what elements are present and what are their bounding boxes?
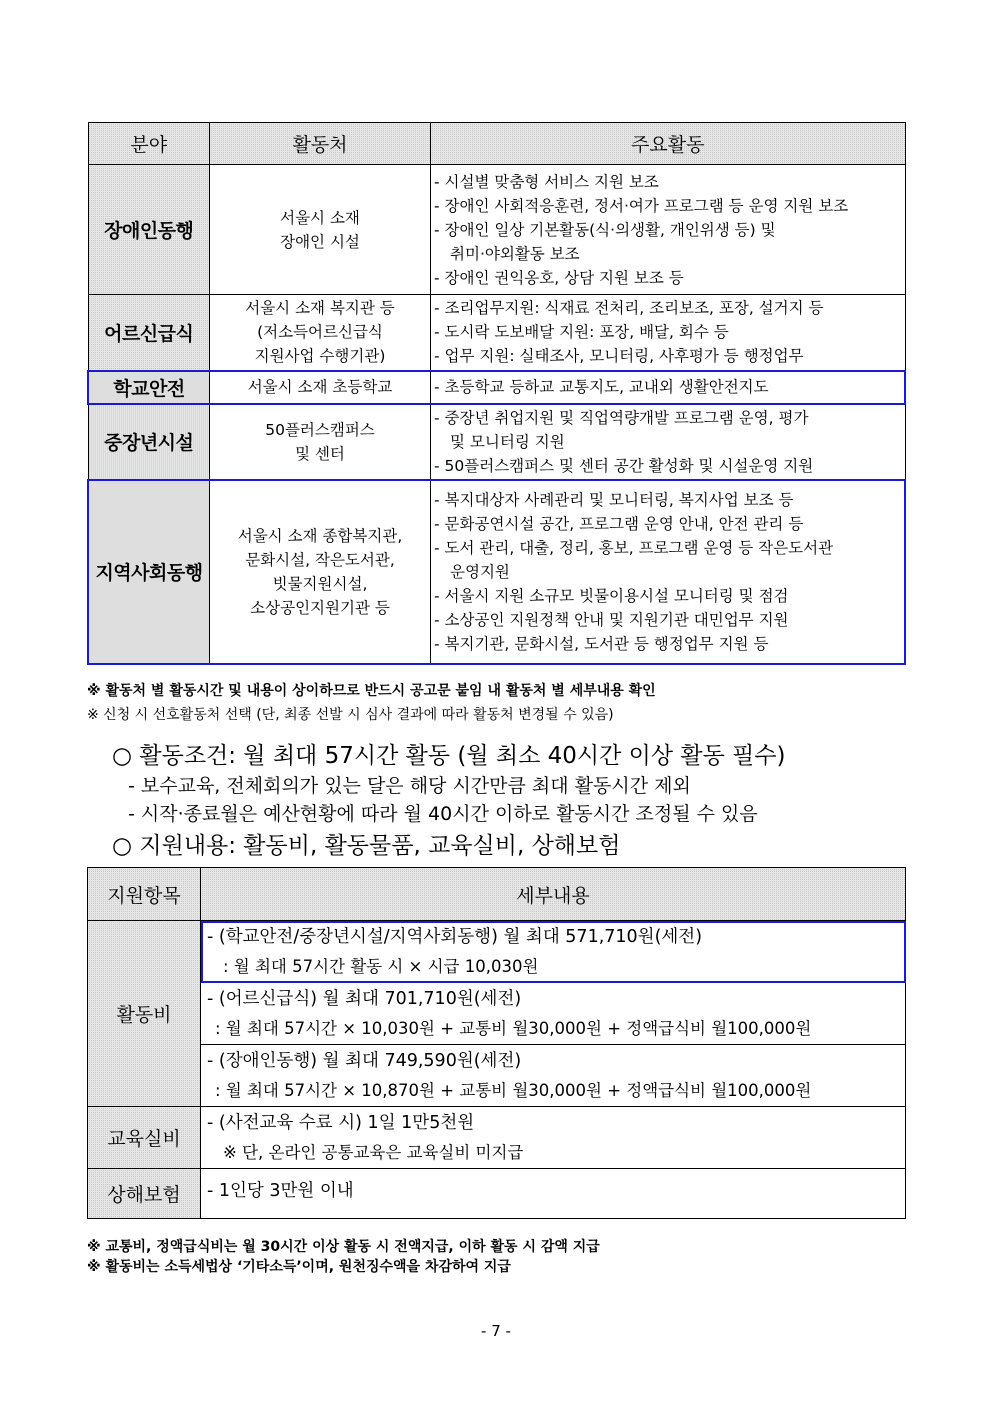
org-line: 소상공인지원기관 등: [250, 598, 390, 617]
table-row: [88, 921, 906, 983]
activities-cell: [431, 165, 906, 295]
org-line: 서울시 소재 종합복지관,: [237, 526, 403, 545]
organization-cell: [210, 295, 431, 371]
header-organization: 활동처: [210, 123, 431, 165]
header-category: 분야: [88, 123, 210, 165]
activities-cell: [431, 371, 906, 404]
note: ※ 신청 시 선호활동처 선택 (단, 최종 선발 시 심사 결과에 따라 활동처 변경될 수 있음): [87, 707, 614, 723]
org-line: (저소득어르신급식: [257, 323, 383, 342]
note-bold: ※ 활동비는 소득세법상 ‘기타소득’이며, 원천징수액을 차감하여 지급: [87, 1259, 511, 1275]
fee-sub: : 월 최대 57시간 × 10,030원 + 교통비 월30,000원 + 정액급식비 월100,000원: [215, 1018, 812, 1038]
activity-item: 운영지원: [450, 562, 510, 581]
insurance-label: 상해보험: [88, 1169, 201, 1219]
activity-fee-entry-highlighted: [201, 921, 906, 983]
activity-item: - 복지기관, 문화시설, 도서관 등 행정업무 지원 등: [434, 634, 769, 653]
activity-item: - 장애인 사회적응훈련, 정서·여가 프로그램 등 운영 지원 보조: [434, 196, 849, 215]
fee-main: - (학교안전/중장년시설/지역사회동행) 월 최대 571,710원(세전): [207, 926, 703, 947]
activity-table-header: [88, 123, 905, 165]
activities-cell: [431, 295, 906, 371]
support-heading: ○ 지원내용: 활동비, 활동물품, 교육실비, 상해보험: [112, 833, 621, 859]
fee-main: - (장애인동행) 월 최대 749,590원(세전): [207, 1050, 522, 1071]
education-sub: ※ 단, 온라인 공통교육은 교육실비 미지급: [223, 1142, 524, 1162]
table-row: [88, 1169, 906, 1219]
table-row: [88, 983, 906, 1045]
table-row-highlighted: [88, 480, 905, 664]
activity-fee-label: 활동비: [88, 921, 201, 1107]
table-row: [88, 295, 905, 371]
org-line: 50플러스캠퍼스: [265, 420, 375, 439]
insurance-detail: [201, 1169, 906, 1219]
activity-item: - 장애인 권익옹호, 상담 지원 보조 등: [434, 268, 684, 287]
activities-cell: [431, 404, 906, 480]
activity-item: - 소상공인 지원정책 안내 및 지원기관 대민업무 지원: [434, 610, 789, 629]
org-line: 서울시 소재: [280, 208, 360, 227]
condition-item: - 시작·종료월은 예산현황에 따라 월 40시간 이하로 활동시간 조정될 수 있음: [128, 803, 758, 825]
activity-item: - 장애인 일상 기본활동(식·의생활, 개인위생 등) 및: [434, 220, 776, 239]
organization-cell: [210, 371, 431, 404]
conditions-heading: ○ 활동조건: 월 최대 57시간 활동 (월 최소 40시간 이상 활동 필수): [112, 743, 786, 769]
table-row: [88, 404, 905, 480]
category-cell: 중장년시설: [88, 404, 210, 480]
activity-item: - 복지대상자 사례관리 및 모니터링, 복지사업 보조 등: [434, 490, 794, 509]
activities-cell: [431, 480, 906, 664]
activity-item: - 문화공연시설 공간, 프로그램 운영 안내, 안전 관리 등: [434, 514, 804, 533]
activity-item: - 시설별 맞춤형 서비스 지원 보조: [434, 172, 659, 191]
activity-item: - 조리업무지원: 식재료 전처리, 조리보조, 포장, 설거지 등: [434, 299, 824, 318]
insurance-main: - 1인당 3만원 이내: [207, 1181, 354, 1201]
fee-sub: : 월 최대 57시간 활동 시 × 시급 10,030원: [223, 956, 539, 976]
activity-item: - 서울시 지원 소규모 빗물이용시설 모니터링 및 점검: [434, 586, 789, 605]
support-table: [87, 867, 906, 1219]
category-cell: 지역사회동행: [88, 480, 210, 664]
category-cell: 어르신급식: [88, 295, 210, 371]
note-bold: ※ 교통비, 정액급식비는 월 30시간 이상 활동 시 전액지급, 이하 활동 시 감액 지급: [87, 1239, 600, 1255]
header-activities: 주요활동: [431, 123, 906, 165]
fee-main: - (어르신급식) 월 최대 701,710원(세전): [207, 988, 522, 1009]
activity-item: - 초등학교 등하교 교통지도, 교내외 생활안전지도: [434, 378, 769, 396]
organization-cell: [210, 480, 431, 664]
activity-table: [87, 122, 906, 665]
activity-item: - 도서 관리, 대출, 정리, 홍보, 프로그램 운영 등 작은도서관: [434, 538, 834, 557]
category-cell: 학교안전: [88, 371, 210, 404]
fee-sub: : 월 최대 57시간 × 10,870원 + 교통비 월30,000원 + 정액급식비 월100,000원: [215, 1080, 812, 1100]
activity-item: - 업무 지원: 실태조사, 모니터링, 사후평가 등 행정업무: [434, 347, 804, 366]
org-line: 문화시설, 작은도서관,: [245, 550, 395, 569]
activity-item: - 중장년 취업지원 및 직업역량개발 프로그램 운영, 평가: [434, 408, 809, 427]
education-main: - (사전교육 수료 시) 1일 1만5천원: [207, 1112, 475, 1133]
support-table-header: [88, 868, 906, 921]
education-label: 교육실비: [88, 1107, 201, 1169]
table-row: [88, 1045, 906, 1107]
table-row: [88, 165, 905, 295]
org-line: 서울시 소재 초등학교: [247, 378, 393, 396]
header-support-item: 지원항목: [88, 868, 201, 921]
category-cell: 장애인동행: [88, 165, 210, 295]
activity-item: - 50플러스캠퍼스 및 센터 공간 활성화 및 시설운영 지원: [434, 456, 814, 475]
header-details: 세부내용: [201, 868, 906, 921]
table-row: [88, 1107, 906, 1169]
activity-item: 및 모니터링 지원: [450, 432, 565, 451]
org-line: 장애인 시설: [280, 232, 360, 251]
page-number: - 7 -: [481, 1322, 511, 1340]
org-line: 지원사업 수행기관): [254, 347, 386, 366]
education-detail: [201, 1107, 906, 1169]
organization-cell: [210, 404, 431, 480]
activity-item: 취미·야외활동 보조: [450, 244, 580, 263]
note-bold: ※ 활동처 별 활동시간 및 내용이 상이하므로 반드시 공고문 붙임 내 활동처 별 세부내용 확인: [87, 683, 656, 699]
activity-item: - 도시락 도보배달 지원: 포장, 배달, 회수 등: [434, 323, 729, 342]
org-line: 서울시 소재 복지관 등: [245, 299, 395, 318]
org-line: 및 센터: [295, 444, 345, 463]
table-row-highlighted: [88, 371, 905, 404]
org-line: 빗물지원시설,: [272, 574, 368, 593]
condition-item: - 보수교육, 전체회의가 있는 달은 해당 시간만큼 최대 활동시간 제외: [128, 775, 691, 797]
activity-fee-entry: [201, 983, 906, 1045]
organization-cell: [210, 165, 431, 295]
activity-fee-entry: [201, 1045, 906, 1107]
